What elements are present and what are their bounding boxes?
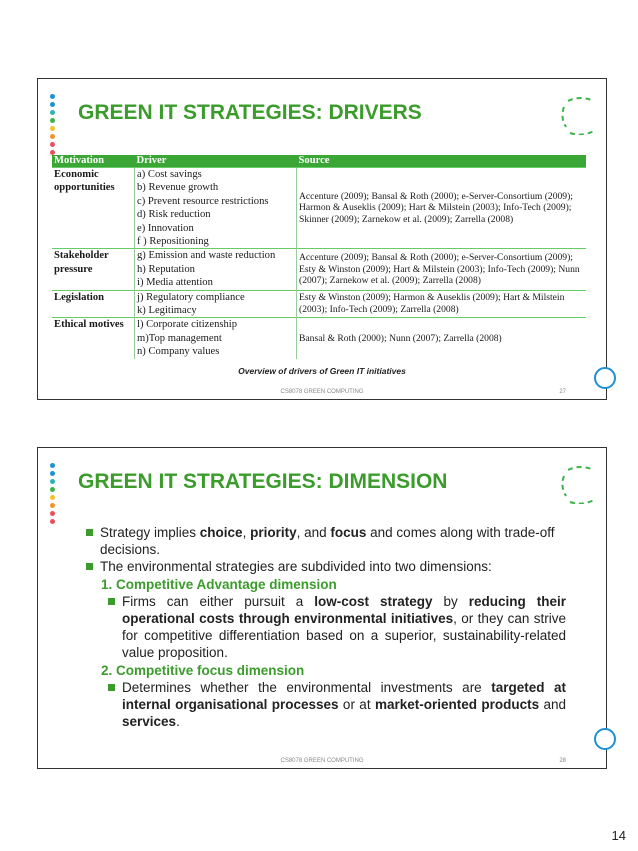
- source-cell: Accenture (2009); Bansal & Roth (2000); e-Server-Consortium (2009); Esty & Winston (2009); Hart & Milstein (2003); Info-Tech (2009); Nunn (2007); Zarnekow et al. (2009); Zarrella (2008): [297, 249, 587, 290]
- sub-bullet-item: Determines whether the environmental investments are targeted at internal organisational processes or at market-oriented products and services.: [86, 679, 566, 731]
- driver-item: d) Risk reduction: [137, 209, 211, 221]
- driver-item: n) Company values: [137, 346, 220, 358]
- dashed-corner-icon: [560, 95, 600, 135]
- motivation-cell: Economic opportunities: [52, 168, 135, 249]
- drivers-table: [52, 155, 586, 359]
- table-row: [52, 290, 586, 318]
- table-row: [52, 249, 586, 290]
- document-page-number: 14: [611, 828, 626, 843]
- table-header-row: [52, 155, 586, 168]
- driver-item: i) Media attention: [137, 277, 213, 289]
- motivation-cell: Legislation: [52, 290, 135, 318]
- driver-item: a) Cost savings: [137, 169, 202, 180]
- bullet-square-icon: [86, 529, 93, 536]
- driver-item: h) Reputation: [137, 263, 195, 275]
- numbered-heading: 1. Competitive Advantage dimension: [101, 576, 337, 592]
- source-cell: Accenture (2009); Bansal & Roth (2000); e-Server-Consortium (2009); Harmon & Auseklis (2009); Hart & Milstein (2003); Info-Tech (2009); Skinner (2009); Zarnekow et al. (2009); Zarrella (2008): [297, 168, 587, 249]
- column-header: Source: [297, 155, 587, 168]
- driver-item: c) Prevent resource restrictions: [137, 195, 269, 207]
- slide-number: 27: [559, 389, 566, 395]
- table-caption: Overview of drivers of Green IT initiatives: [238, 366, 406, 376]
- driver-item: e) Innovation: [137, 222, 194, 234]
- dots-decoration: [50, 94, 58, 158]
- sub-bullet-item: Firms can either pursuit a low-cost strategy by reducing their operational costs through environmental initiatives, or they can strive for competitive differentiation based on a superior, sustainability-related value proposition.: [86, 593, 566, 662]
- bullet-square-icon: [108, 598, 115, 605]
- driver-item: l) Corporate citizenship: [137, 319, 238, 331]
- column-header: Motivation: [52, 155, 135, 168]
- dashed-corner-icon: [560, 464, 600, 504]
- slide-title: GREEN IT STRATEGIES: DRIVERS: [78, 101, 422, 124]
- numbered-heading: 2. Competitive focus dimension: [101, 662, 305, 678]
- driver-item: j) Regulatory compliance: [137, 291, 245, 303]
- driver-item: m)Top management: [137, 332, 222, 344]
- slide-number: 28: [559, 758, 566, 764]
- circle-icon: [594, 367, 616, 389]
- driver-item: k) Legitimacy: [137, 305, 197, 317]
- motivation-cell: Ethical motives: [52, 318, 135, 359]
- driver-cell: [135, 249, 297, 290]
- slide-footer: CS8078 GREEN COMPUTING: [280, 389, 364, 395]
- driver-cell: [135, 318, 297, 359]
- bullet-square-icon: [108, 684, 115, 691]
- bullet-square-icon: [86, 563, 93, 570]
- driver-item: f ) Repositioning: [137, 236, 209, 248]
- slide-drivers: [37, 78, 607, 400]
- driver-item: b) Revenue growth: [137, 182, 219, 194]
- slide-dimension: [37, 447, 607, 769]
- bullet-item: Strategy implies choice, priority, and focus and comes along with trade-off decisions.: [86, 524, 566, 558]
- column-header: Driver: [135, 155, 297, 168]
- driver-cell: [135, 168, 297, 249]
- table-row: [52, 168, 586, 249]
- bullet-item: The environmental strategies are subdivided into two dimensions:: [86, 558, 566, 575]
- driver-item: g) Emission and waste reduction: [137, 250, 276, 262]
- slide-footer: CS8078 GREEN COMPUTING: [280, 758, 364, 764]
- circle-icon: [594, 728, 616, 750]
- driver-cell: [135, 290, 297, 318]
- slide-body: [86, 524, 566, 730]
- slide-title: GREEN IT STRATEGIES: DIMENSION: [78, 470, 448, 493]
- source-cell: Bansal & Roth (2000); Nunn (2007); Zarrella (2008): [297, 318, 587, 359]
- motivation-cell: Stakeholder pressure: [52, 249, 135, 290]
- dots-decoration: [50, 463, 58, 527]
- table-row: [52, 318, 586, 359]
- source-cell: Esty & Winston (2009); Harmon & Auseklis (2009); Hart & Milstein (2003); Info-Tech (2009); Zarrella (2008): [297, 290, 587, 318]
